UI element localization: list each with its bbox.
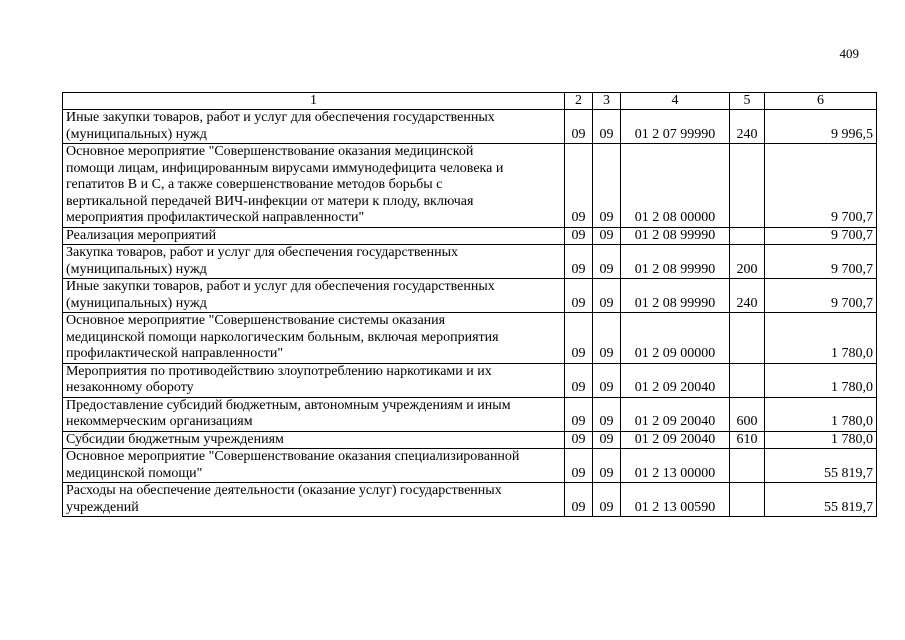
table-row: [63, 110, 877, 144]
row-subsection-cell: 09: [593, 363, 621, 397]
table-header-row: [63, 93, 877, 110]
row-name-text: Предоставление субсидий бюджетным, автономным учреждениям и иным некоммерческим организациям: [66, 397, 511, 429]
row-subsection-cell: 09: [593, 449, 621, 483]
row-subsection-cell: 09: [593, 313, 621, 364]
row-section-cell: 09: [565, 397, 593, 431]
row-target-article-cell: 01 2 08 99990: [621, 245, 730, 279]
row-name-text: Мероприятия по противодействию злоупотреблению наркотиками и их незаконному обороту: [66, 363, 492, 395]
row-section-cell: 09: [565, 313, 593, 364]
row-name-cell: [63, 245, 565, 279]
row-target-article-cell: 01 2 09 00000: [621, 313, 730, 364]
row-amount-cell: 55 819,7: [765, 449, 877, 483]
column-header: 1: [63, 93, 565, 110]
row-expense-type-cell: [730, 363, 765, 397]
table-row: [63, 313, 877, 364]
row-expense-type-cell: [730, 227, 765, 245]
row-target-article-cell: 01 2 13 00000: [621, 449, 730, 483]
row-target-article-cell: 01 2 09 20040: [621, 431, 730, 449]
row-section-cell: 09: [565, 483, 593, 517]
row-name-cell: [63, 483, 565, 517]
row-name-text: Иные закупки товаров, работ и услуг для обеспечения государственных (муниципальных) нужд: [66, 279, 495, 311]
row-name-text: Реализация мероприятий: [66, 227, 217, 243]
row-name-cell: [63, 279, 565, 313]
row-section-cell: 09: [565, 363, 593, 397]
table-row: [63, 431, 877, 449]
page-number: 409: [839, 46, 859, 61]
table-row: [63, 227, 877, 245]
row-amount-cell: 9 700,7: [765, 227, 877, 245]
row-name-text: Основное мероприятие "Совершенствование оказания медицинской помощи лицам, инфицированным вирусами иммунодефицита человека и гепатитов В и С, а также совершенствование методов борьбы с вертикальной передачей ВИЧ-инфекции от матери к плоду, включая мероприятия профилактической направленности": [66, 144, 504, 225]
row-section-cell: 09: [565, 245, 593, 279]
column-header: 6: [765, 93, 877, 110]
row-expense-type-cell: [730, 144, 765, 228]
row-name-text: Основное мероприятие "Совершенствование системы оказания медицинской помощи наркологическим больным, включая мероприятия профилактической направленности": [66, 313, 499, 361]
row-name-text: Закупка товаров, работ и услуг для обеспечения государственных (муниципальных) нужд: [66, 245, 459, 277]
row-target-article-cell: 01 2 08 00000: [621, 144, 730, 228]
row-amount-cell: 1 780,0: [765, 397, 877, 431]
table-row: [63, 245, 877, 279]
table-row: [63, 397, 877, 431]
row-expense-type-cell: [730, 483, 765, 517]
row-target-article-cell: 01 2 07 99990: [621, 110, 730, 144]
column-header: 5: [730, 93, 765, 110]
row-name-cell: [63, 397, 565, 431]
row-section-cell: 09: [565, 279, 593, 313]
row-section-cell: 09: [565, 110, 593, 144]
table-row: [63, 279, 877, 313]
row-subsection-cell: 09: [593, 397, 621, 431]
table-row: [63, 483, 877, 517]
row-name-text: Иные закупки товаров, работ и услуг для обеспечения государственных (муниципальных) нужд: [66, 110, 495, 142]
row-target-article-cell: 01 2 08 99990: [621, 227, 730, 245]
table-row: [63, 144, 877, 228]
row-section-cell: 09: [565, 227, 593, 245]
row-name-cell: [63, 227, 565, 245]
row-target-article-cell: 01 2 09 20040: [621, 363, 730, 397]
row-name-cell: [63, 144, 565, 228]
row-amount-cell: 9 700,7: [765, 144, 877, 228]
row-amount-cell: 1 780,0: [765, 313, 877, 364]
row-amount-cell: 1 780,0: [765, 363, 877, 397]
row-expense-type-cell: 610: [730, 431, 765, 449]
row-section-cell: 09: [565, 449, 593, 483]
row-subsection-cell: 09: [593, 279, 621, 313]
row-subsection-cell: 09: [593, 431, 621, 449]
row-target-article-cell: 01 2 09 20040: [621, 397, 730, 431]
row-expense-type-cell: [730, 313, 765, 364]
row-amount-cell: 9 700,7: [765, 245, 877, 279]
row-name-text: Субсидии бюджетным учреждениям: [66, 431, 284, 447]
column-header: 4: [621, 93, 730, 110]
row-amount-cell: 1 780,0: [765, 431, 877, 449]
row-amount-cell: 55 819,7: [765, 483, 877, 517]
row-name-cell: [63, 449, 565, 483]
row-name-text: Основное мероприятие "Совершенствование оказания специализированной медицинской помощи": [66, 449, 520, 481]
row-expense-type-cell: [730, 449, 765, 483]
row-target-article-cell: 01 2 13 00590: [621, 483, 730, 517]
row-subsection-cell: 09: [593, 110, 621, 144]
row-target-article-cell: 01 2 08 99990: [621, 279, 730, 313]
row-expense-type-cell: 240: [730, 110, 765, 144]
row-expense-type-cell: 200: [730, 245, 765, 279]
column-header: 2: [565, 93, 593, 110]
column-header: 3: [593, 93, 621, 110]
row-expense-type-cell: 600: [730, 397, 765, 431]
row-amount-cell: 9 700,7: [765, 279, 877, 313]
budget-table: [62, 92, 877, 517]
row-name-cell: [63, 363, 565, 397]
row-name-text: Расходы на обеспечение деятельности (оказание услуг) государственных учреждений: [66, 483, 502, 515]
row-subsection-cell: 09: [593, 483, 621, 517]
row-section-cell: 09: [565, 144, 593, 228]
row-amount-cell: 9 996,5: [765, 110, 877, 144]
row-section-cell: 09: [565, 431, 593, 449]
row-subsection-cell: 09: [593, 245, 621, 279]
row-expense-type-cell: 240: [730, 279, 765, 313]
row-name-cell: [63, 431, 565, 449]
row-subsection-cell: 09: [593, 144, 621, 228]
row-subsection-cell: 09: [593, 227, 621, 245]
table-row: [63, 363, 877, 397]
table-row: [63, 449, 877, 483]
row-name-cell: [63, 110, 565, 144]
row-name-cell: [63, 313, 565, 364]
